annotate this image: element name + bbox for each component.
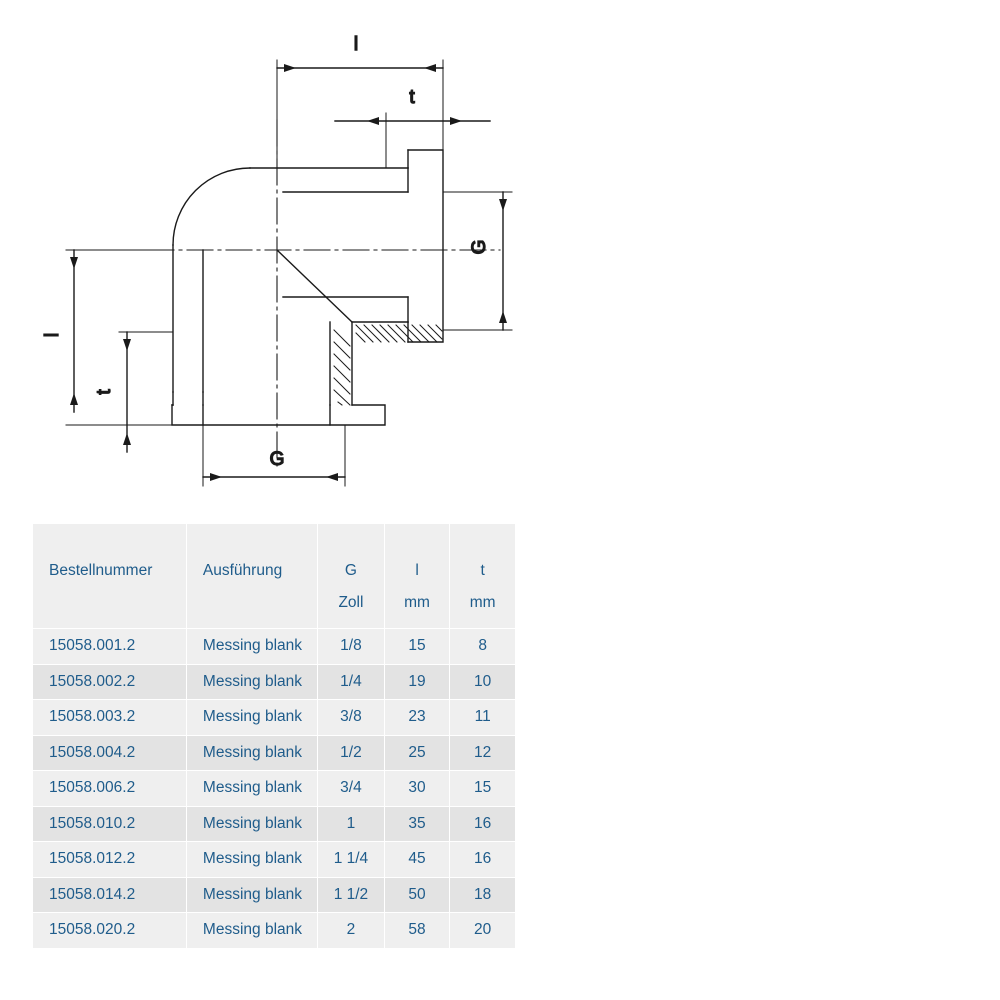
cell-order-no: 15058.020.2	[33, 913, 186, 948]
dim-label-g-right: G	[469, 239, 490, 255]
table-row	[33, 877, 516, 913]
header-label-t: t	[480, 562, 485, 579]
cell-l: 45	[384, 842, 450, 878]
header-cell-g	[318, 524, 385, 629]
cell-t: 8	[450, 629, 516, 665]
cell-g: 1 1/4	[318, 842, 385, 878]
cell-order-no: 15058.002.2	[33, 664, 186, 700]
table-row	[33, 806, 516, 842]
dim-label-l-left: l	[42, 332, 63, 338]
cell-execution: Messing blank	[186, 806, 317, 842]
table-row	[33, 771, 516, 807]
dim-label-l-top: l	[353, 34, 359, 55]
cell-t: 18	[450, 877, 516, 913]
cell-order-no: 15058.012.2	[33, 842, 186, 878]
cell-t: 11	[450, 700, 516, 736]
dim-l-left	[66, 250, 173, 425]
cell-l: 19	[384, 664, 450, 700]
header-cell-order-no	[33, 524, 186, 629]
cell-t: 10	[450, 664, 516, 700]
outline-right-end	[408, 150, 443, 342]
cell-t: 16	[450, 806, 516, 842]
dim-t-left	[119, 332, 173, 452]
table-row	[33, 700, 516, 736]
dim-label-t-top: t	[409, 87, 415, 108]
section-hatching	[356, 325, 442, 342]
dim-label-t-left: t	[94, 389, 115, 395]
centre-lines	[70, 120, 500, 470]
table-row	[33, 735, 516, 771]
inner-diagonal	[277, 250, 352, 322]
cell-l: 58	[384, 913, 450, 948]
header-label-order-no: Bestellnummer	[49, 562, 153, 579]
cell-order-no: 15058.006.2	[33, 771, 186, 807]
cell-g: 1	[318, 806, 385, 842]
table-row	[33, 913, 516, 948]
cell-t: 16	[450, 842, 516, 878]
outline-bottom-left-shoulder	[172, 392, 173, 405]
cell-g: 3/4	[318, 771, 385, 807]
table-row	[33, 664, 516, 700]
dim-label-g-bottom: G	[269, 449, 285, 470]
cell-l: 35	[384, 806, 450, 842]
cell-order-no: 15058.014.2	[33, 877, 186, 913]
cell-g: 1/8	[318, 629, 385, 665]
cell-execution: Messing blank	[186, 700, 317, 736]
cell-execution: Messing blank	[186, 771, 317, 807]
dim-t-top	[335, 113, 490, 168]
spec-table	[33, 524, 516, 948]
dim-g-right	[443, 192, 512, 330]
cell-t: 20	[450, 913, 516, 948]
table-header	[33, 524, 516, 629]
outline-bottom-end	[172, 405, 385, 425]
header-label-g: G	[344, 562, 357, 579]
cell-order-no: 15058.004.2	[33, 735, 186, 771]
specification-table	[33, 524, 516, 948]
cell-l: 15	[384, 629, 450, 665]
table-row	[33, 629, 516, 665]
cell-execution: Messing blank	[186, 735, 317, 771]
cell-g: 1/4	[318, 664, 385, 700]
header-label-execution: Ausführung	[202, 562, 283, 579]
cell-l: 30	[384, 771, 450, 807]
cell-t: 12	[450, 735, 516, 771]
cell-g: 1/2	[318, 735, 385, 771]
header-cell-execution	[186, 524, 317, 629]
cell-g: 2	[318, 913, 385, 948]
cell-l: 25	[384, 735, 450, 771]
dim-l-top	[277, 60, 443, 168]
cell-execution: Messing blank	[186, 877, 317, 913]
table-row	[33, 842, 516, 878]
table-body	[33, 629, 516, 948]
cell-t: 15	[450, 771, 516, 807]
cell-execution: Messing blank	[186, 629, 317, 665]
outline-corner-outer	[173, 168, 250, 245]
section-hatching-vertical	[334, 330, 350, 405]
cell-order-no: 15058.001.2	[33, 629, 186, 665]
header-cell-t	[450, 524, 516, 629]
cell-execution: Messing blank	[186, 842, 317, 878]
header-cell-l	[384, 524, 450, 629]
cell-execution: Messing blank	[186, 913, 317, 948]
cell-g: 1 1/2	[318, 877, 385, 913]
cell-execution: Messing blank	[186, 664, 317, 700]
cell-l: 50	[384, 877, 450, 913]
cell-l: 23	[384, 700, 450, 736]
header-unit-g: Zoll	[338, 594, 364, 611]
header-label-l: l	[415, 562, 419, 579]
header-unit-l: mm	[404, 594, 430, 611]
header-unit-t: mm	[469, 594, 496, 611]
cell-order-no: 15058.003.2	[33, 700, 186, 736]
cell-order-no: 15058.010.2	[33, 806, 186, 842]
cell-g: 3/8	[318, 700, 385, 736]
